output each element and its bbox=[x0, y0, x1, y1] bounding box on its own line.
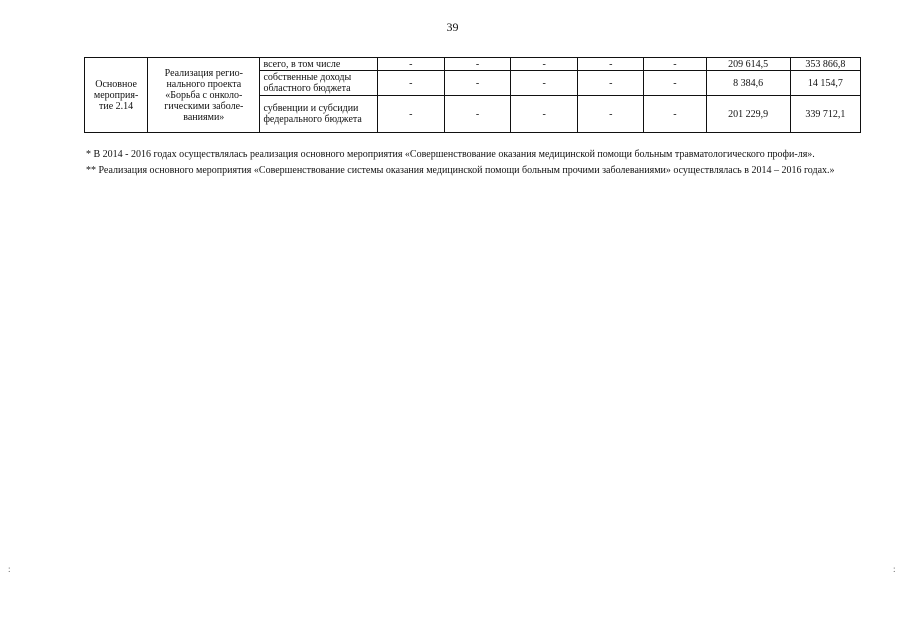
year-cell: - bbox=[511, 58, 578, 71]
footnotes bbox=[86, 148, 864, 180]
year-cell: - bbox=[444, 58, 510, 71]
year-cell: - bbox=[578, 58, 644, 71]
budget-table bbox=[84, 57, 861, 133]
year-cell: - bbox=[578, 71, 644, 96]
page-number: 39 bbox=[446, 20, 459, 34]
funding-source: всего, в том числе bbox=[260, 58, 377, 71]
year-cell: - bbox=[444, 71, 510, 96]
year-cell: - bbox=[644, 58, 706, 71]
event-label: Основное мероприя-тие 2.14 bbox=[85, 58, 148, 133]
funding-source: собственные доходы областного бюджета bbox=[260, 71, 377, 96]
amount-cell: 8 384,6 bbox=[706, 71, 790, 96]
amount-cell: 339 712,1 bbox=[790, 96, 860, 133]
year-cell: - bbox=[377, 58, 444, 71]
amount-cell: 14 154,7 bbox=[790, 71, 860, 96]
year-cell: - bbox=[377, 96, 444, 133]
year-cell: - bbox=[511, 71, 578, 96]
amount-cell: 209 614,5 bbox=[706, 58, 790, 71]
funding-source: субвенции и субсидии федерального бюджета bbox=[260, 96, 377, 133]
scan-edge-mark: : bbox=[8, 564, 11, 574]
year-cell: - bbox=[644, 71, 706, 96]
amount-cell: 353 866,8 bbox=[790, 58, 860, 71]
year-cell: - bbox=[377, 71, 444, 96]
scan-edge-mark: : bbox=[893, 564, 896, 574]
amount-cell: 201 229,9 bbox=[706, 96, 790, 133]
footnote: * В 2014 - 2016 годах осуществлялась реализация основного мероприятия «Совершенствование оказания медицинской помощи больным травматологического профи-ля». bbox=[86, 149, 815, 160]
table-row bbox=[85, 58, 861, 71]
year-cell: - bbox=[644, 96, 706, 133]
footnote: ** Реализация основного мероприятия «Совершенствование системы оказания медицинской помощи больным прочими заболеваниями» осуществлялась в 2014 – 2016 годах.» bbox=[86, 165, 835, 176]
year-cell: - bbox=[511, 96, 578, 133]
year-cell: - bbox=[578, 96, 644, 133]
year-cell: - bbox=[444, 96, 510, 133]
event-name: Реализация регио-нального проекта «Борьба с онколо-гическими заболе-ваниями» bbox=[148, 58, 260, 133]
